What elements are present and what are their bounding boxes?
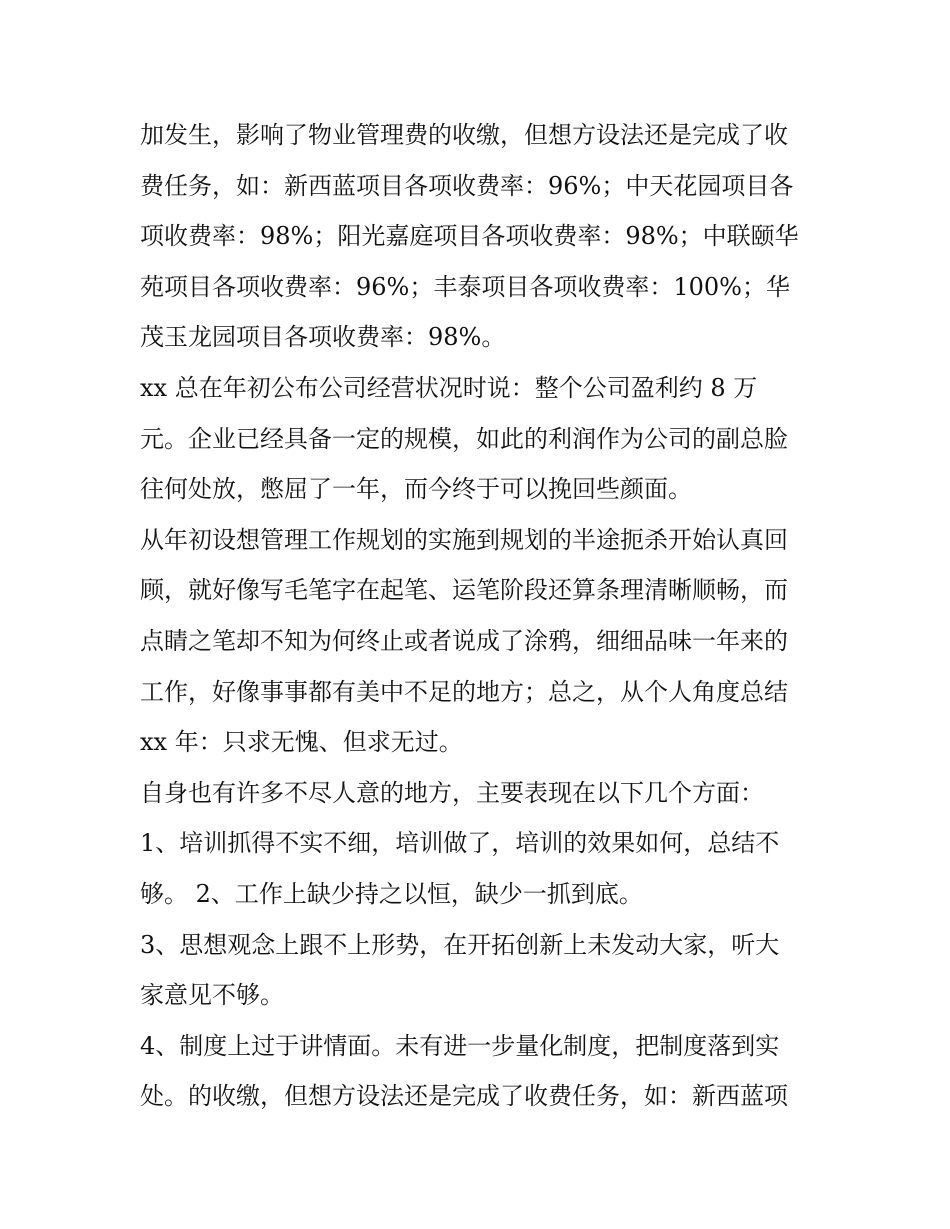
text-line: xx 总在年初公布公司经营状况时说：整个公司盈利约 8 万 (140, 373, 758, 402)
text-line: 顾，就好像写毛笔字在起笔、运笔阶段还算条理清晰顺畅，而 (140, 576, 788, 605)
text-line: 够。 2、工作上缺少持之以恒，缺少一抓到底。 (140, 879, 643, 908)
text-line: 自身也有许多不尽人意的地方，主要表现在以下几个方面： (140, 778, 764, 807)
text-line: 点睛之笔却不知为何终止或者说成了涂鸦，细细品味一年来的 (140, 626, 788, 655)
body-text (140, 110, 820, 1122)
text-line: 往何处放，憋屈了一年，而今终于可以挽回些颜面。 (140, 475, 692, 504)
text-line: 苑项目各项收费率：96%；丰泰项目各项收费率：100%；华 (140, 272, 790, 301)
text-line: 3、思想观念上跟不上形势，在开拓创新上未发动大家，听大 (140, 930, 780, 959)
text-line: xx 年：只求无愧、但求无过。 (140, 728, 463, 757)
text-line: 加发生，影响了物业管理费的收缴，但想方设法还是完成了收 (140, 121, 788, 149)
text-line: 1、培训抓得不实不细，培训做了，培训的效果如何，总结不 (140, 829, 780, 858)
text-line: 费任务，如：新西蓝项目各项收费率：96%；中天花园项目各 (140, 171, 794, 200)
text-line: 处。的收缴，但想方设法还是完成了收费任务，如：新西蓝项 (140, 1082, 788, 1111)
text-line: 从年初设想管理工作规划的实施到规划的半途扼杀开始认真回 (140, 525, 788, 554)
text-line: 家意见不够。 (140, 981, 284, 1010)
text-line: 茂玉龙园项目各项收费率：98%。 (140, 323, 506, 352)
text-line: 4、制度上过于讲情面。未有进一步量化制度，把制度落到实 (140, 1031, 780, 1060)
text-line: 项收费率：98%；阳光嘉庭项目各项收费率：98%；中联颐华 (140, 222, 799, 251)
text-line: 元。企业已经具备一定的规模，如此的利润作为公司的副总脸 (140, 424, 788, 453)
text-line: 工作，好像事事都有美中不足的地方；总之，从个人角度总结 (140, 677, 788, 706)
